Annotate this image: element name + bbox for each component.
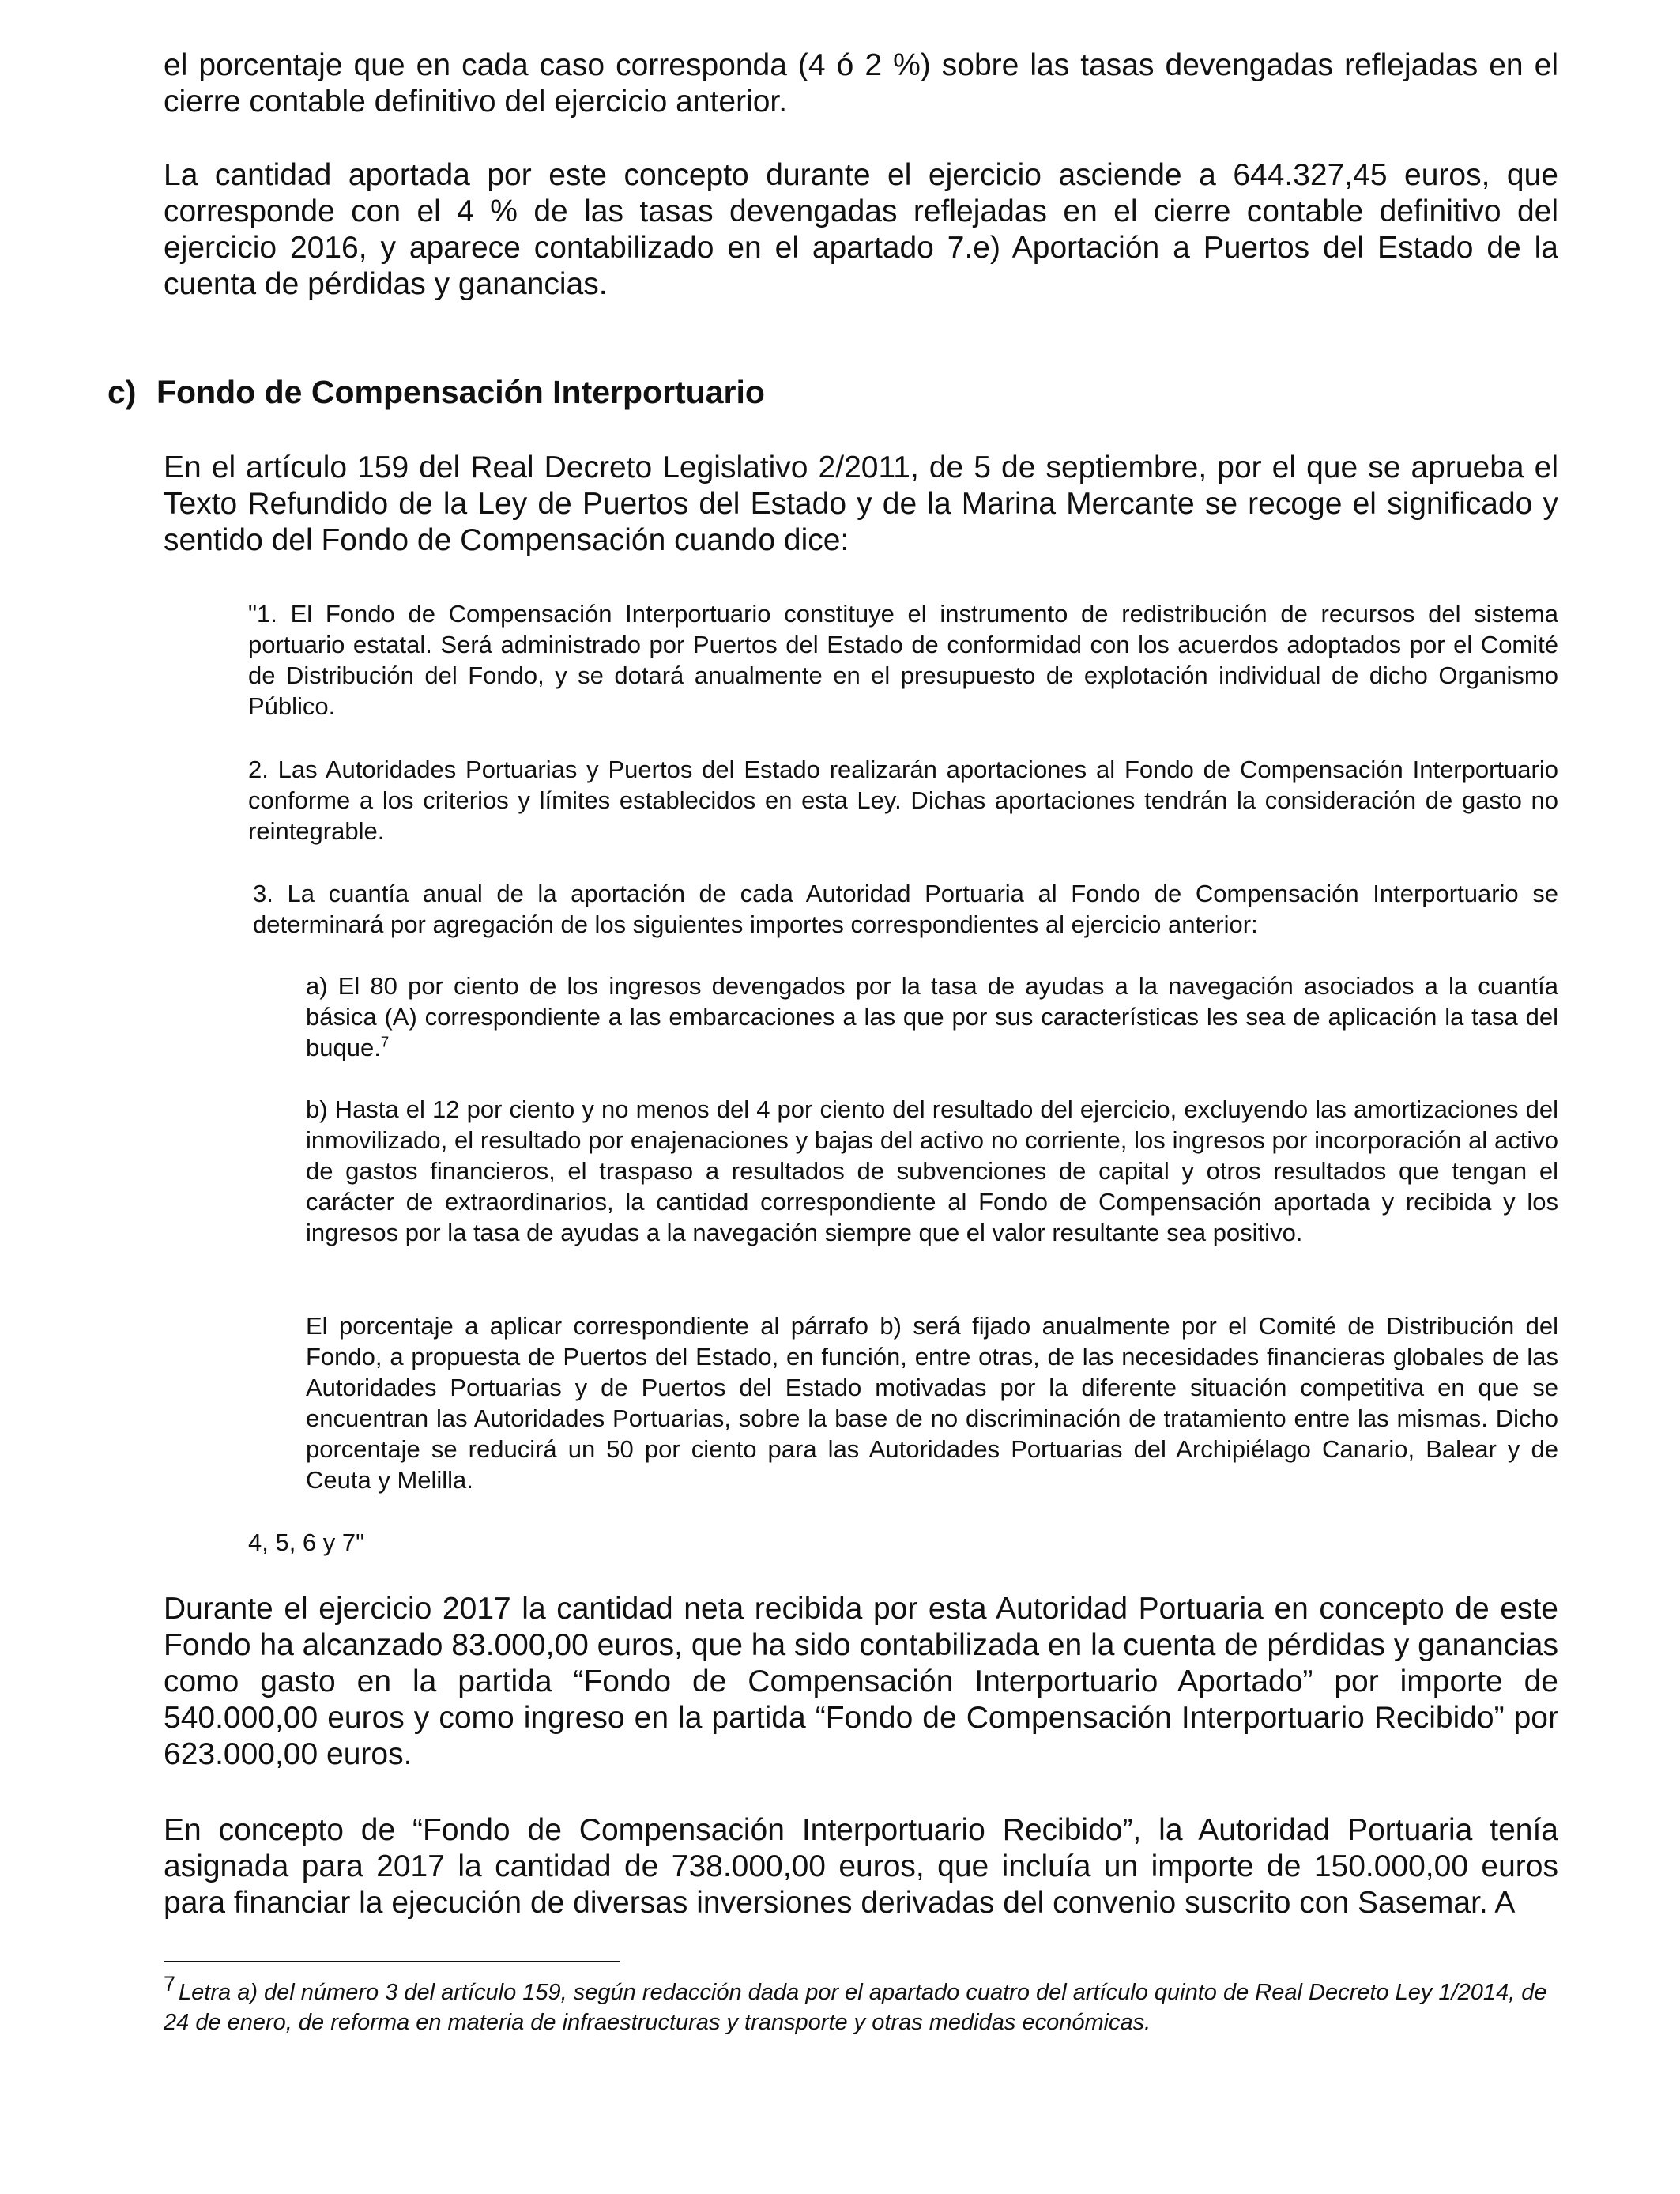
section-intro-paragraph: En el artículo 159 del Real Decreto Legislativo 2/2011, de 5 de septiembre, por el que se aprueba el Texto Refundido de la Ley de Puertos del Estado y de la Marina Mercante se recoge el significado y sentido del Fondo de Compensación cuando dice:: [164, 450, 1558, 557]
quote-percentage-paragraph: El porcentaje a aplicar correspondiente al párrafo b) será fijado anualmente por el Comité de Distribución del Fondo, a propuesta de Puertos del Estado, en función, entre otras, de las necesidades financieras globales de las Autoridades Portuarias y de Puertos del Estado motivadas por la diferente situación competitiva en que se encuentran las Autoridades Portuarias, sobre la base de no discriminación de tratamiento entre las mismas. Dicho porcentaje se reducirá un 50 por ciento para las Autoridades Portuarias del Archipiélago Canario, Balear y de Ceuta y Melilla.: [306, 1312, 1558, 1494]
closing-paragraph-net-amount: Durante el ejercicio 2017 la cantidad neta recibida por esta Autoridad Portuaria en concepto de este Fondo ha alcanzado 83.000,00 euros, que ha sido contabilizada en la cuenta de pérdidas y ganancias como gasto en la partida “Fondo de Compensación Interportuario Aportado” por importe de 540.000,00 euros y como ingreso en la partida “Fondo de Compensación Interportuario Recibido” por 623.000,00 euros.: [164, 1592, 1558, 1771]
quote-sub-item-b: b) Hasta el 12 por ciento y no menos del 4 por ciento del resultado del ejercicio, excluyendo las amortizaciones del inmovilizado, el resultado por enajenaciones y bajas del activo no corriente, los ingresos por incorporación al activo de gastos financieros, el traspaso a resultados de subvenciones de capital y otros resultados que tengan el carácter de extraordinarios, la cantidad correspondiente al Fondo de Compensación aportada y recibida y los ingresos por la tasa de ayudas a la navegación siempre que el valor resultante sea positivo.: [306, 1095, 1558, 1246]
footnote: [164, 1972, 1558, 2038]
section-title: Fondo de Compensación Interportuario: [156, 374, 765, 410]
quote-end: 4, 5, 6 y 7": [248, 1529, 365, 1556]
section-letter: c): [107, 374, 137, 410]
footnote-mark: 7: [164, 1972, 176, 1996]
closing-paragraph-assigned-amount: En concepto de “Fondo de Compensación Interportuario Recibido”, la Autoridad Portuaria tenía asignada para 2017 la cantidad de 738.000,00 euros, que incluía un importe de 150.000,00 euros para financiar la ejecución de diversas inversiones derivadas del convenio suscrito con Sasemar. A: [164, 1813, 1558, 1920]
paragraph-contribution-amount: La cantidad aportada por este concepto durante el ejercicio asciende a 644.327,45 euros, que corresponde con el 4 % de las tasas devengadas reflejadas en el cierre contable definitivo del ejercicio 2016, y aparece contabilizado en el apartado 7.e) Aportación a Puertos del Estado de la cuenta de pérdidas y ganancias.: [164, 158, 1558, 301]
footnote-text: Letra a) del número 3 del artículo 159, según redacción dada por el apartado cuatro del artículo quinto de Real Decreto Ley 1/2014, de 24 de enero, de reforma en materia de infraestructuras y transporte y otras medidas económicas.: [164, 1980, 1547, 2035]
footnote-divider: [164, 1961, 620, 1962]
quote-item-3: 3. La cuantía anual de la aportación de cada Autoridad Portuaria al Fondo de Compensación Interportuario se determinará por agregación de los siguientes importes correspondientes al ejercicio anterior:: [253, 880, 1558, 938]
footnote-reference: 7: [380, 1033, 390, 1050]
paragraph-percentage-continuation: el porcentaje que en cada caso corresponda (4 ó 2 %) sobre las tasas devengadas reflejadas en el cierre contable definitivo del ejercicio anterior.: [164, 48, 1558, 119]
quote-item-2: 2. Las Autoridades Portuarias y Puertos del Estado realizarán aportaciones al Fondo de Compensación Interportuario conforme a los criterios y límites establecidos en esta Ley. Dichas aportaciones tendrán la consideración de gasto no reintegrable.: [248, 756, 1558, 845]
quote-sub-item-a-text: a) El 80 por ciento de los ingresos devengados por la tasa de ayudas a la navegación asociados a la cuantía básica (A) correspondiente a las embarcaciones a las que por sus características les sea de aplicación la tasa del buque.: [306, 972, 1558, 1061]
quote-sub-item-a: [306, 971, 1558, 1063]
section-heading: [107, 373, 765, 411]
quote-item-1: "1. El Fondo de Compensación Interportuario constituye el instrumento de redistribución de recursos del sistema portuario estatal. Será administrado por Puertos del Estado de conformidad con los acuerdos adoptados por el Comité de Distribución del Fondo, y se dotará anualmente en el presupuesto de explotación individual de dicho Organismo Público.: [248, 600, 1558, 720]
